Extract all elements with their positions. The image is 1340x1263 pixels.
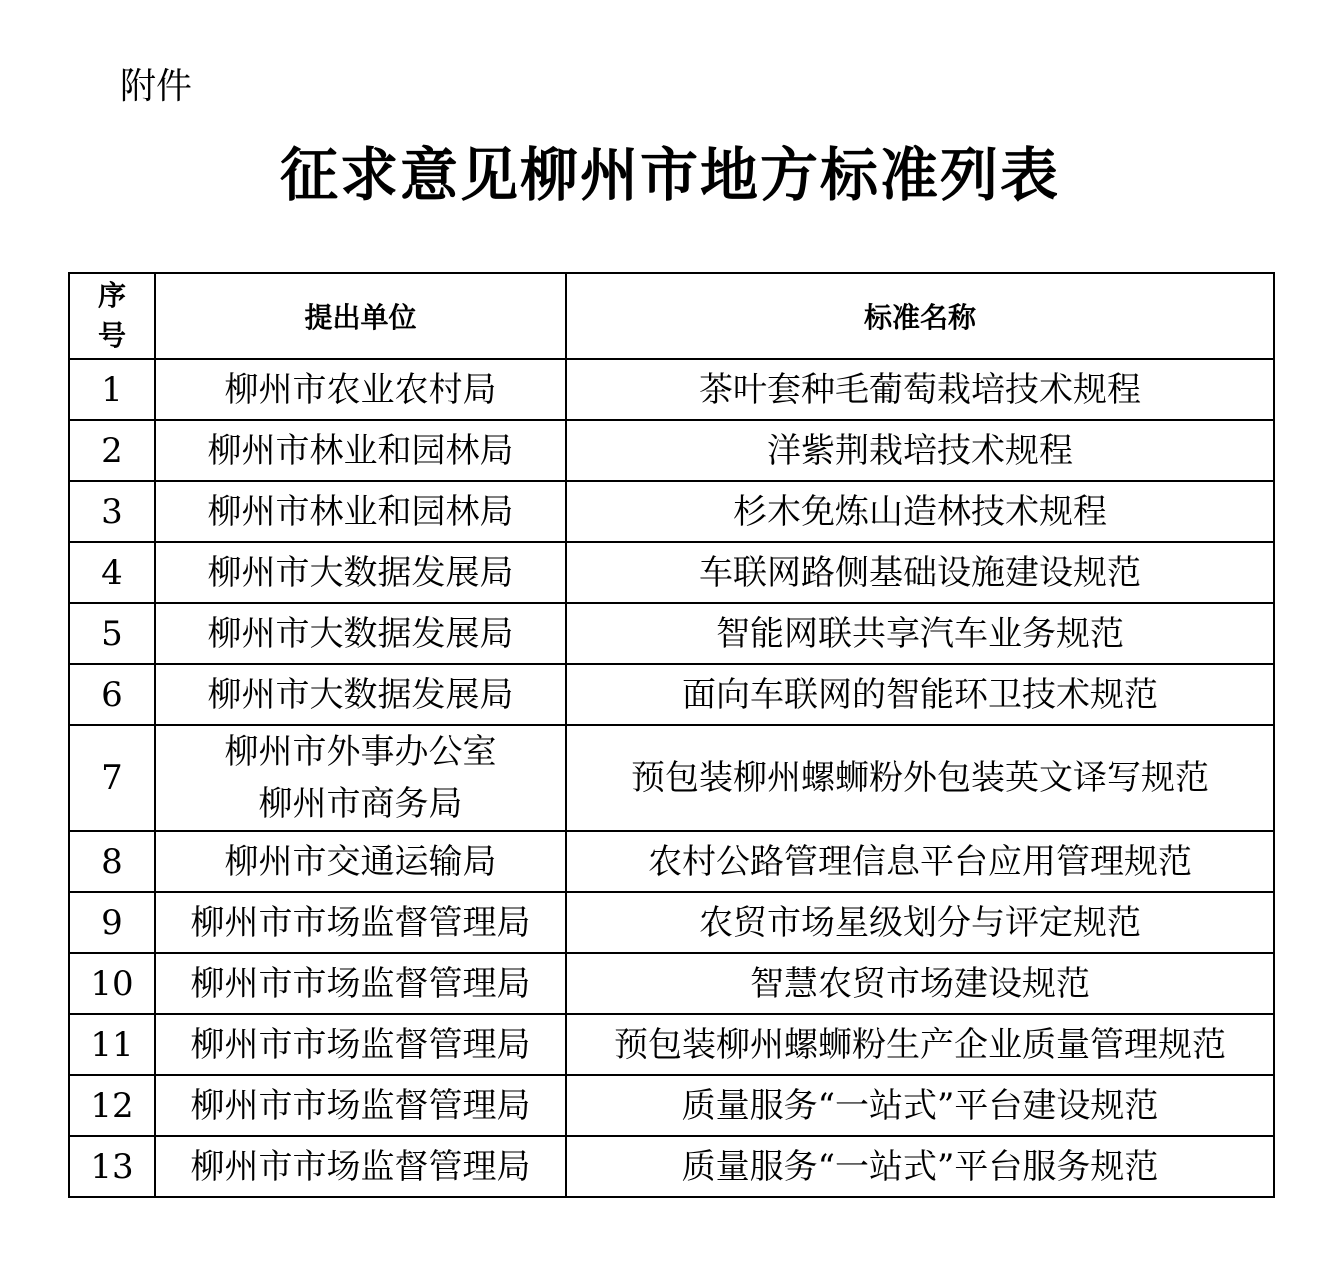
table-row: [69, 603, 1274, 664]
row-number: 2: [69, 420, 155, 481]
standard-name: 农贸市场星级划分与评定规范: [566, 892, 1274, 953]
table-row: [69, 542, 1274, 603]
table-row: [69, 831, 1274, 892]
standard-name: 茶叶套种毛葡萄栽培技术规程: [566, 359, 1274, 420]
proposing-unit-line: 柳州市大数据发展局: [207, 613, 514, 654]
standard-name: 洋紫荆栽培技术规程: [566, 420, 1274, 481]
standards-table: [68, 272, 1275, 1198]
standard-name: 预包装柳州螺蛳粉生产企业质量管理规范: [566, 1014, 1274, 1075]
attachment-label: 附件: [120, 66, 193, 107]
proposing-unit: [155, 892, 566, 953]
proposing-unit-line: 柳州市市场监督管理局: [190, 1024, 531, 1065]
standard-name: 车联网路侧基础设施建设规范: [566, 542, 1274, 603]
proposing-unit-line: 柳州市大数据发展局: [207, 552, 514, 593]
standard-name: 质量服务“一站式”平台服务规范: [566, 1136, 1274, 1197]
row-number: 5: [69, 603, 155, 664]
standard-name: 智慧农贸市场建设规范: [566, 953, 1274, 1014]
column-header-unit: 提出单位: [155, 273, 566, 359]
table-row: [69, 725, 1274, 831]
standard-name: 农村公路管理信息平台应用管理规范: [566, 831, 1274, 892]
row-number: 1: [69, 359, 155, 420]
proposing-unit-line: 柳州市林业和园林局: [207, 430, 514, 471]
proposing-unit: [155, 481, 566, 542]
page-title: 征求意见柳州市地方标准列表: [279, 141, 1060, 209]
row-number: 4: [69, 542, 155, 603]
proposing-unit-line: 柳州市大数据发展局: [207, 674, 514, 715]
row-number: 12: [69, 1075, 155, 1136]
proposing-unit-line: 柳州市外事办公室: [224, 732, 497, 772]
proposing-unit-line: 柳州市农业农村局: [224, 369, 497, 410]
table-row: [69, 1136, 1274, 1197]
row-number: 9: [69, 892, 155, 953]
column-header-index-char: 序: [97, 279, 126, 312]
proposing-unit-line: 柳州市商务局: [258, 784, 463, 824]
standard-name: 预包装柳州螺蛳粉外包装英文译写规范: [566, 725, 1274, 831]
table-row: [69, 1075, 1274, 1136]
proposing-unit: [155, 603, 566, 664]
table-row: [69, 892, 1274, 953]
column-header-index: [69, 273, 155, 359]
proposing-unit-line: 柳州市市场监督管理局: [190, 1146, 531, 1187]
row-number: 6: [69, 664, 155, 725]
proposing-unit-line: 柳州市交通运输局: [224, 841, 497, 882]
table-header-row: [69, 273, 1274, 359]
table-row: [69, 420, 1274, 481]
standard-name: 面向车联网的智能环卫技术规范: [566, 664, 1274, 725]
row-number: 10: [69, 953, 155, 1014]
row-number: 11: [69, 1014, 155, 1075]
row-number: 13: [69, 1136, 155, 1197]
table-row: [69, 1014, 1274, 1075]
table-body: [69, 359, 1274, 1197]
proposing-unit: [155, 725, 566, 831]
proposing-unit: [155, 831, 566, 892]
proposing-unit: [155, 1014, 566, 1075]
proposing-unit: [155, 542, 566, 603]
row-number: 7: [69, 725, 155, 831]
proposing-unit: [155, 953, 566, 1014]
proposing-unit-line: 柳州市市场监督管理局: [190, 902, 531, 943]
row-number: 3: [69, 481, 155, 542]
proposing-unit: [155, 1136, 566, 1197]
proposing-unit-line: 柳州市市场监督管理局: [190, 1085, 531, 1126]
table-row: [69, 481, 1274, 542]
standard-name: 质量服务“一站式”平台建设规范: [566, 1075, 1274, 1136]
column-header-index-char: 号: [97, 319, 126, 352]
column-header-standard-name: 标准名称: [566, 273, 1274, 359]
proposing-unit: [155, 359, 566, 420]
proposing-unit-line: 柳州市市场监督管理局: [190, 963, 531, 1004]
proposing-unit: [155, 1075, 566, 1136]
proposing-unit: [155, 420, 566, 481]
table-row: [69, 664, 1274, 725]
standard-name: 杉木免炼山造林技术规程: [566, 481, 1274, 542]
proposing-unit: [155, 664, 566, 725]
row-number: 8: [69, 831, 155, 892]
table-row: [69, 953, 1274, 1014]
standard-name: 智能网联共享汽车业务规范: [566, 603, 1274, 664]
table-row: [69, 359, 1274, 420]
proposing-unit-line: 柳州市林业和园林局: [207, 491, 514, 532]
